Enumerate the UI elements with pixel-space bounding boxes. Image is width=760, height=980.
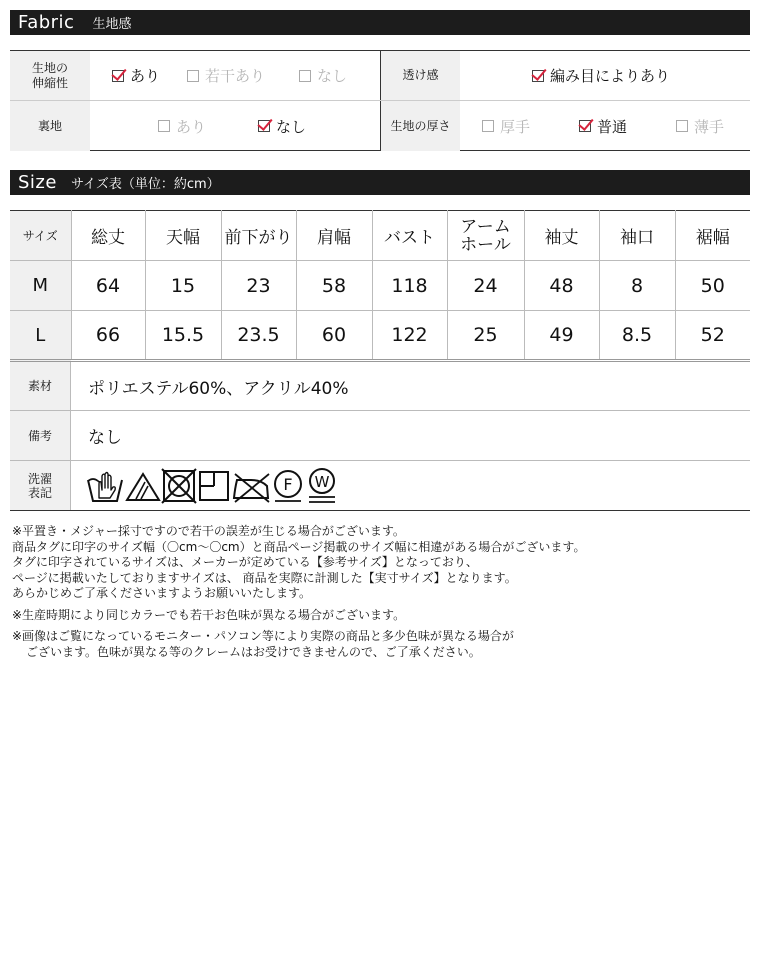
fabric-table (10, 50, 750, 151)
sheer-label: 透け感 (380, 51, 460, 100)
note-line: 商品タグに印字のサイズ幅（〇cm〜〇cm）と商品ページ掲載のサイズ幅に相違がある場合がございます。 (12, 539, 586, 554)
column-header: 袖丈 (524, 211, 599, 261)
stretch-option-slight[interactable]: 若干あり (187, 65, 299, 86)
table-cell: 48 (524, 261, 599, 311)
checkbox-icon[interactable] (187, 70, 199, 82)
checkbox-icon[interactable] (158, 120, 170, 132)
table-cell: 52 (675, 311, 750, 361)
fabric-title: Fabric (18, 12, 75, 33)
material-row (10, 362, 750, 411)
column-header: 総丈 (71, 211, 145, 261)
note-line: ※画像はご覧になっているモニター・パソコン等により実際の商品と多少色味が異なる場合が (12, 629, 514, 643)
remarks-label: 備考 (10, 411, 71, 460)
table-cell: 23.5 (221, 311, 296, 361)
dry-clean-f-icon (271, 468, 305, 504)
line-dry-icon (197, 468, 231, 504)
size-label: M (10, 261, 71, 311)
column-header: 肩幅 (296, 211, 372, 261)
size-label: L (10, 311, 71, 361)
stretch-option-yes[interactable]: あり (112, 65, 187, 86)
bleach-allowed-icon (125, 468, 161, 504)
iron-low-icon (231, 468, 271, 504)
size-title: Size (18, 172, 57, 193)
column-header: アーム ホール (447, 211, 524, 261)
column-header: 袖口 (599, 211, 675, 261)
stretch-options (90, 51, 380, 100)
table-cell: 23 (221, 261, 296, 311)
note-line: ※平置き・メジャー採寸ですので若干の誤差が生じる場合がございます。 (12, 524, 405, 538)
care-row (10, 461, 750, 511)
checkbox-checked-icon[interactable] (112, 70, 124, 82)
table-cell: 24 (447, 261, 524, 311)
column-header: 天幅 (145, 211, 221, 261)
thickness-label: 生地の厚さ (380, 101, 460, 151)
thickness-option-thick[interactable]: 厚手 (482, 116, 579, 137)
thickness-options (460, 101, 750, 151)
fabric-section-header (10, 10, 750, 35)
lining-option-no[interactable]: なし (258, 116, 306, 137)
wet-clean-w-icon (305, 467, 339, 505)
table-cell: 58 (296, 261, 372, 311)
table-cell: 64 (71, 261, 145, 311)
checkbox-icon[interactable] (676, 120, 688, 132)
fabric-subtitle: 生地感 (92, 17, 132, 32)
hand-wash-icon (85, 468, 125, 504)
checkbox-icon[interactable] (299, 70, 311, 82)
checkbox-checked-icon[interactable] (532, 70, 544, 82)
material-value: ポリエステル60%、アクリル40% (88, 378, 349, 399)
checkbox-icon[interactable] (482, 120, 494, 132)
note-line: ページに掲載いたしておりますサイズは、 商品を実際に計測した【実寸サイズ】となります。 (12, 570, 517, 585)
sheer-options (460, 51, 750, 100)
table-cell: 25 (447, 311, 524, 361)
table-row (10, 261, 750, 311)
table-cell: 60 (296, 311, 372, 361)
table-cell: 8.5 (599, 311, 675, 361)
size-header-label: サイズ (10, 211, 71, 261)
notes (12, 524, 752, 660)
table-row (10, 311, 750, 361)
checkbox-checked-icon[interactable] (258, 120, 270, 132)
thickness-option-thin[interactable]: 薄手 (676, 116, 724, 137)
size-section-header (10, 170, 750, 195)
note-line: タグに印字されているサイズは、メーカーが定めている【参考サイズ】となっており、 (12, 555, 478, 569)
sheer-option-knit[interactable]: 編み目によりあり (532, 65, 670, 86)
no-tumble-dry-icon (161, 468, 197, 504)
table-cell: 15.5 (145, 311, 221, 361)
table-cell: 50 (675, 261, 750, 311)
size-subtitle: サイズ表（単位：約cm） (70, 177, 220, 192)
table-cell: 118 (372, 261, 447, 311)
remarks-row (10, 411, 750, 461)
note-line: ※生産時期により同じカラーでも若干お色味が異なる場合がございます。 (12, 607, 406, 622)
dry-clean-letter: F (283, 474, 293, 494)
care-label: 洗濯 表記 (10, 461, 71, 510)
lining-options (90, 101, 380, 151)
size-table-header-row (10, 211, 750, 261)
wet-clean-letter: W (314, 472, 330, 491)
table-cell: 49 (524, 311, 599, 361)
table-cell: 66 (71, 311, 145, 361)
column-header: バスト (372, 211, 447, 261)
lining-option-yes[interactable]: あり (158, 116, 258, 137)
material-label: 素材 (10, 362, 71, 410)
checkbox-checked-icon[interactable] (579, 120, 591, 132)
stretch-option-no[interactable]: なし (299, 65, 347, 86)
thickness-option-normal[interactable]: 普通 (579, 116, 676, 137)
table-cell: 8 (599, 261, 675, 311)
fabric-row-1 (10, 51, 750, 101)
column-header: 裾幅 (675, 211, 750, 261)
size-table (10, 210, 750, 362)
fabric-row-2 (10, 101, 750, 151)
remarks-value: なし (88, 428, 122, 448)
table-cell: 15 (145, 261, 221, 311)
lining-label: 裏地 (10, 101, 90, 151)
column-header: 前下がり (221, 211, 296, 261)
table-cell: 122 (372, 311, 447, 361)
stretch-label: 生地の 伸縮性 (10, 51, 90, 100)
care-symbols (71, 461, 339, 510)
note-line: ございます。色味が異なる等のクレームはお受けできませんので、ご了承ください。 (26, 644, 481, 659)
note-line: あらかじめご了承くださいますようお願いいたします。 (12, 586, 312, 600)
